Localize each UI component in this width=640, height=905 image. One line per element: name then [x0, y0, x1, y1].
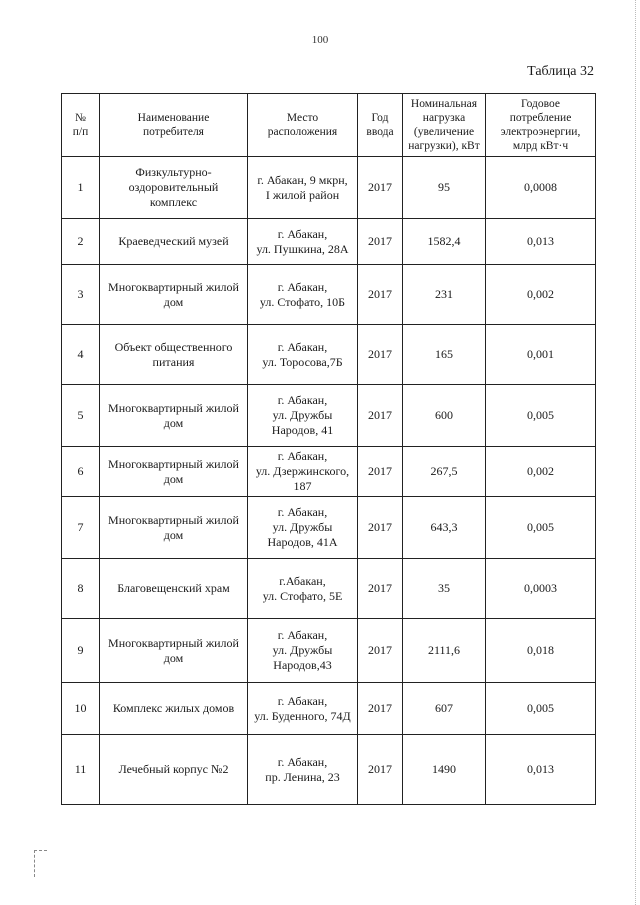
cell-nominal-load: 643,3: [403, 497, 486, 559]
header-consumer-name: Наименование потребителя: [100, 94, 248, 157]
cell-consumer-name: Благовещенский храм: [100, 559, 248, 619]
cell-annual-consumption: 0,005: [486, 385, 596, 447]
cell-annual-consumption: 0,001: [486, 325, 596, 385]
cell-consumer-name: Многоквартирный жилой дом: [100, 619, 248, 683]
cell-number: 5: [62, 385, 100, 447]
cell-nominal-load: 95: [403, 157, 486, 219]
table-row: [62, 265, 596, 325]
cell-number: 4: [62, 325, 100, 385]
table-row: [62, 325, 596, 385]
cell-year: 2017: [358, 157, 403, 219]
cell-year: 2017: [358, 497, 403, 559]
header-annual-consumption: Годовое потребление электроэнергии, млрд кВт·ч: [486, 94, 596, 157]
cell-nominal-load: 2111,6: [403, 619, 486, 683]
cell-nominal-load: 165: [403, 325, 486, 385]
cell-annual-consumption: 0,018: [486, 619, 596, 683]
cell-nominal-load: 231: [403, 265, 486, 325]
table-row: [62, 735, 596, 805]
table-row: [62, 219, 596, 265]
cell-consumer-name: Объект общественного питания: [100, 325, 248, 385]
table-row: [62, 497, 596, 559]
table-header-row: [62, 94, 596, 157]
cell-number: 3: [62, 265, 100, 325]
cell-number: 8: [62, 559, 100, 619]
table-caption: Таблица 32: [527, 64, 594, 79]
cell-annual-consumption: 0,005: [486, 683, 596, 735]
cell-year: 2017: [358, 619, 403, 683]
cell-annual-consumption: 0,002: [486, 265, 596, 325]
cell-consumer-name: Многоквартирный жилой дом: [100, 447, 248, 497]
header-nominal-load: Номинальная нагрузка (увеличение нагрузки), кВт: [403, 94, 486, 157]
cell-nominal-load: 607: [403, 683, 486, 735]
cell-annual-consumption: 0,013: [486, 219, 596, 265]
cell-number: 7: [62, 497, 100, 559]
cell-location: г.Абакан, ул. Стофато, 5Е: [248, 559, 358, 619]
cell-annual-consumption: 0,0003: [486, 559, 596, 619]
cell-location: г. Абакан, ул. Буденного, 74Д: [248, 683, 358, 735]
cell-year: 2017: [358, 265, 403, 325]
cell-annual-consumption: 0,005: [486, 497, 596, 559]
cell-nominal-load: 600: [403, 385, 486, 447]
cell-year: 2017: [358, 447, 403, 497]
cell-location: г. Абакан, ул. Стофато, 10Б: [248, 265, 358, 325]
table-row: [62, 447, 596, 497]
header-number: № п/п: [62, 94, 100, 157]
cell-nominal-load: 1582,4: [403, 219, 486, 265]
scan-corner-mark: [34, 850, 47, 877]
table-row: [62, 619, 596, 683]
cell-consumer-name: Краеведческий музей: [100, 219, 248, 265]
cell-number: 6: [62, 447, 100, 497]
cell-location: г. Абакан, ул. Дружбы Народов, 41А: [248, 497, 358, 559]
cell-year: 2017: [358, 683, 403, 735]
cell-consumer-name: Комплекс жилых домов: [100, 683, 248, 735]
cell-location: г. Абакан, ул. Дружбы Народов, 41: [248, 385, 358, 447]
cell-nominal-load: 35: [403, 559, 486, 619]
cell-nominal-load: 267,5: [403, 447, 486, 497]
cell-consumer-name: Многоквартирный жилой дом: [100, 265, 248, 325]
table-row: [62, 157, 596, 219]
cell-location: г. Абакан, ул. Пушкина, 28А: [248, 219, 358, 265]
scan-edge-line: [634, 0, 636, 905]
cell-location: г. Абакан, ул. Дружбы Народов,43: [248, 619, 358, 683]
cell-annual-consumption: 0,0008: [486, 157, 596, 219]
cell-consumer-name: Физкультурно- оздоровительный комплекс: [100, 157, 248, 219]
cell-year: 2017: [358, 325, 403, 385]
cell-number: 2: [62, 219, 100, 265]
consumers-table: [61, 93, 596, 805]
cell-number: 1: [62, 157, 100, 219]
cell-year: 2017: [358, 219, 403, 265]
cell-number: 10: [62, 683, 100, 735]
table-row: [62, 559, 596, 619]
cell-consumer-name: Многоквартирный жилой дом: [100, 497, 248, 559]
cell-consumer-name: Лечебный корпус №2: [100, 735, 248, 805]
cell-year: 2017: [358, 735, 403, 805]
cell-annual-consumption: 0,002: [486, 447, 596, 497]
table-row: [62, 385, 596, 447]
table-row: [62, 683, 596, 735]
cell-year: 2017: [358, 559, 403, 619]
cell-number: 11: [62, 735, 100, 805]
cell-location: г. Абакан, ул. Торосова,7Б: [248, 325, 358, 385]
cell-number: 9: [62, 619, 100, 683]
header-location: Место расположения: [248, 94, 358, 157]
cell-location: г. Абакан, ул. Дзержинского, 187: [248, 447, 358, 497]
cell-consumer-name: Многоквартирный жилой дом: [100, 385, 248, 447]
page-number: 100: [311, 34, 329, 46]
cell-location: г. Абакан, пр. Ленина, 23: [248, 735, 358, 805]
cell-annual-consumption: 0,013: [486, 735, 596, 805]
cell-nominal-load: 1490: [403, 735, 486, 805]
header-year: Год ввода: [358, 94, 403, 157]
cell-year: 2017: [358, 385, 403, 447]
cell-location: г. Абакан, 9 мкрн, I жилой район: [248, 157, 358, 219]
